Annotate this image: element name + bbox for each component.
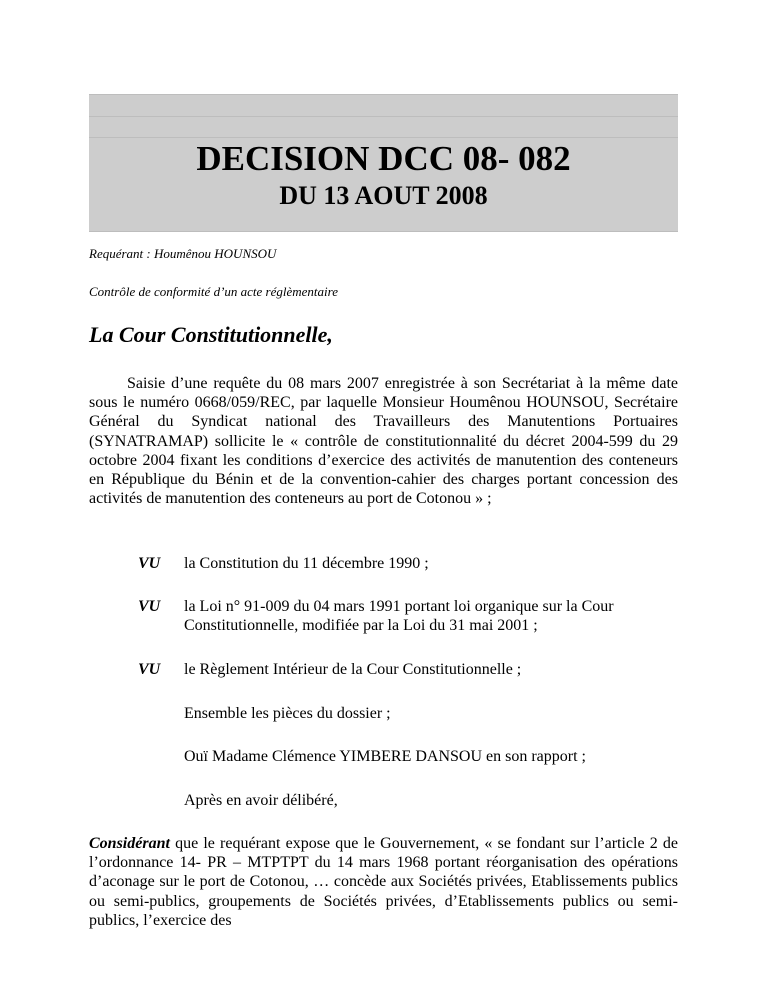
title-banner (89, 94, 678, 232)
considerant-paragraph (89, 834, 678, 930)
court-heading: La Cour Constitutionnelle, (89, 322, 333, 347)
intro-paragraph (89, 374, 678, 508)
vu-label: VU (138, 661, 161, 678)
vu-label: VU (138, 598, 161, 615)
decision-date: DU 13 AOUT 2008 (279, 181, 488, 210)
decision-title: DECISION DCC 08- 082 (196, 139, 571, 178)
apres-line: Après en avoir délibéré, (184, 792, 338, 809)
banner-rule (89, 137, 678, 138)
banner-rule (89, 116, 678, 117)
objet-line: Contrôle de conformité d’un acte réglèmentaire (89, 284, 338, 299)
vu-label: VU (138, 555, 161, 572)
oui-line: Ouï Madame Clémence YIMBERE DANSOU en son rapport ; (184, 748, 586, 765)
vu-text: la Loi n° 91-009 du 04 mars 1991 portant loi organique sur la Cour Constitutionnelle, modifiée par la Loi du 31 mai 2001 ; (184, 598, 614, 635)
vu-text: le Règlement Intérieur de la Cour Constitutionnelle ; (184, 661, 522, 678)
considerant-text: que le requérant expose que le Gouvernement, « se fondant sur l’article 2 de l’ordonnance 14- PR – MTPTPT du 14 mars 1968 portant réorganisation des opérations d’aconage sur le port de Cotonou, … concède aux Sociétés privées, Etablissements publics ou semi-publics, groupements de Sociétés privées, d’Etablissements publics ou semi-publics, l’exercice des (89, 835, 678, 929)
vu-text: la Constitution du 11 décembre 1990 ; (184, 555, 429, 572)
intro-paragraph-text: Saisie d’une requête du 08 mars 2007 enregistrée à son Secrétariat à la même date sous le numéro 0668/059/REC, par laquelle Monsieur Houmênou HOUNSOU, Secrétaire Général du Syndicat national des Travailleurs des Manutentions Portuaires (SYNATRAMAP) sollicite le « contrôle de constitutionnalité du décret 2004-599 du 29 octobre 2004 fixant les conditions d’exercice des activités de manutention des conteneurs en République du Bénin et de la convention-cahier des charges portant concession des activités de manutention des conteneurs au port de Cotonou » ; (89, 375, 678, 508)
requerant-line: Requérant : Houmênou HOUNSOU (89, 246, 277, 261)
considerant-label: Considérant (89, 835, 170, 852)
ensemble-line: Ensemble les pièces du dossier ; (184, 705, 391, 722)
